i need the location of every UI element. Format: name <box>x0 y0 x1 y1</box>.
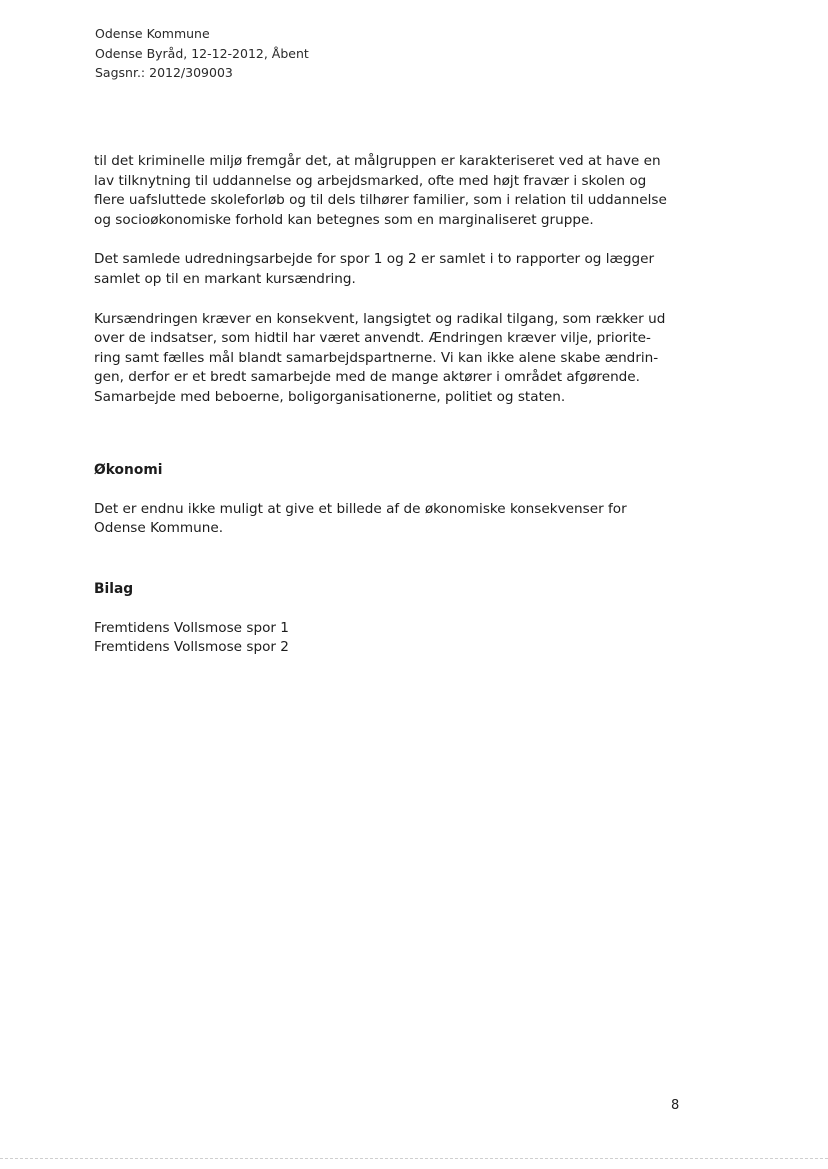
document-body <box>94 152 694 658</box>
paragraph-line: til det kriminelle miljø fremgår det, at målgruppen er karakteriseret ved at have en <box>94 153 661 169</box>
section-heading-attachments: Bilag <box>94 580 134 597</box>
paragraph-line: ring samt fælles mål blandt samarbejdspartnerne. Vi kan ikke alene skabe ændrin- <box>94 349 659 366</box>
header-meeting: Odense Byråd, 12-12-2012, Åbent <box>95 45 309 61</box>
document-header <box>95 24 309 83</box>
spacer <box>94 230 694 250</box>
paragraph-course-change <box>94 310 694 408</box>
paragraph-line: lav tilknytning til uddannelse og arbejdsmarked, ofte med højt fravær i skolen og <box>94 172 647 189</box>
paragraph-line: samlet op til en markant kursændring. <box>94 270 356 287</box>
paragraph-line: Det samlede udredningsarbejde for spor 1 og 2 er samlet i to rapporter og lægger <box>94 251 655 268</box>
attachment-item: Fremtidens Vollsmose spor 1 <box>94 619 289 636</box>
spacer <box>94 480 694 500</box>
paragraph-line: gen, derfor er et bredt samarbejde med de mange aktører i området afgørende. <box>94 369 640 386</box>
paragraph-line: og socioøkonomiske forhold kan betegnes som en marginaliseret gruppe. <box>94 211 594 228</box>
paragraph-line: Odense Kommune. <box>94 520 224 537</box>
spacer <box>94 539 694 579</box>
spacer <box>94 408 694 460</box>
spacer <box>94 290 694 310</box>
paragraph-line: over de indsatser, som hidtil har været anvendt. Ændringen kræver vilje, priorite- <box>94 330 651 347</box>
attachments-list <box>94 619 694 658</box>
paragraph-economy <box>94 500 694 539</box>
page-bottom-rule <box>0 1158 828 1159</box>
paragraph-line: Samarbejde med beboerne, boligorganisationerne, politiet og staten. <box>94 388 566 405</box>
attachment-item: Fremtidens Vollsmose spor 2 <box>94 639 289 656</box>
section-heading-economy: Økonomi <box>94 461 163 478</box>
paragraph-target-group <box>94 152 694 230</box>
header-organization: Odense Kommune <box>95 26 210 41</box>
page-number: 8 <box>671 1098 680 1113</box>
paragraph-line: Det er endnu ikke muligt at give et billede af de økonomiske konsekvenser for <box>94 500 627 517</box>
paragraph-investigation <box>94 250 694 289</box>
paragraph-line: Kursændringen kræver en konsekvent, langsigtet og radikal tilgang, som rækker ud <box>94 310 666 327</box>
paragraph-line: flere uafsluttede skoleforløb og til dels tilhører familier, som i relation til uddannelse <box>94 192 667 209</box>
header-case-number: Sagsnr.: 2012/309003 <box>95 65 233 80</box>
spacer <box>94 599 694 619</box>
